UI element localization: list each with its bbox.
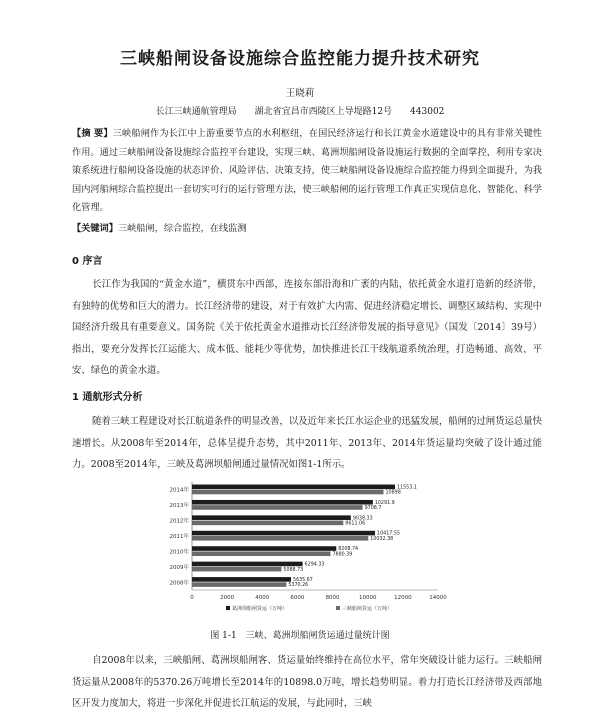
section1-paragraph bbox=[72, 411, 542, 476]
abstract-text: 三峡船闸作为长江中上游重要节点的水利枢纽，在国民经济运行和长江黄金水道建设中的具有非常关键性作用。通过三峡船闸设备设施综合监控平台建设，实现三峡、葛洲坝船闸设备设施运行数据的全面掌控，利用专家决策系统进行船闸设备设施的状态评价、风险评估、决策支持，使三峡船闸设备设施综合监控能力得到全面提升，为我国内河船闸综合监控提出一套切实可行的运行管理方法，使三峡船闸的运行管理工作真正实现信息化、智能化、科学化管理。 bbox=[72, 128, 543, 213]
x-tick-label-5: 10000 bbox=[358, 595, 377, 601]
bar-s1-6 bbox=[192, 582, 286, 587]
keywords-text: 三峡船闸，综合监控，在线监测 bbox=[117, 223, 247, 234]
data-label-s1-4: 7880.39 bbox=[332, 552, 353, 558]
data-label-s1-1: 9708.7 bbox=[364, 506, 382, 512]
section0-heading: 0 序言 bbox=[72, 256, 103, 267]
legend-swatch-1 bbox=[336, 606, 340, 610]
x-tick-label-4: 8000 bbox=[325, 595, 340, 601]
section1-paragraph-2 bbox=[72, 650, 542, 715]
abstract bbox=[72, 125, 542, 218]
data-label-s0-0: 11553.1 bbox=[397, 485, 417, 491]
section0-paragraph bbox=[72, 274, 542, 382]
data-label-s1-5: 5088.73 bbox=[283, 567, 304, 573]
bar-s0-3 bbox=[192, 531, 375, 536]
x-tick-label-2: 4000 bbox=[255, 595, 270, 601]
section1-text: 随着三峡工程建设对长江航道条件的明显改善，以及近年来长江水运企业的迅猛发展，船闸的过闸货运总量快速增长。从2008年至2014年，总体呈提升态势，其中2011年、2013年、2014年货运量均突破了设计通过能力。2008至2014年，三峡及葛洲坝船闸通过量情况如图1-1所示。 bbox=[72, 416, 543, 470]
x-tick-label-7: 14000 bbox=[429, 595, 447, 601]
x-tick-label-0: 0 bbox=[190, 595, 194, 601]
bar-s1-3 bbox=[192, 536, 368, 541]
data-label-s1-3: 10032.38 bbox=[370, 536, 394, 542]
y-tick-label-3: 2011年 bbox=[169, 534, 189, 540]
bar-s0-0 bbox=[192, 485, 395, 490]
bar-s0-5 bbox=[192, 562, 303, 567]
bar-s0-2 bbox=[192, 515, 351, 520]
y-tick-label-6: 2008年 bbox=[169, 580, 189, 587]
y-tick-label-0: 2014年 bbox=[169, 487, 189, 494]
author-affiliation: 长江三峡通航管理局 湖北省宜昌市西陵区上导堤路12号 443002 bbox=[155, 107, 445, 117]
x-tick-label-1: 2000 bbox=[220, 595, 235, 601]
abstract-label: 【摘 要】 bbox=[72, 128, 113, 139]
keywords bbox=[72, 220, 542, 238]
freight-bar-chart bbox=[156, 478, 456, 618]
data-label-s1-6: 5370.26 bbox=[288, 583, 309, 589]
section1-text-2: 自2008年以来，三峡船闸、葛洲坝船闸客、货运量始终维持在高位水平，常年突破设计能力运行。三峡船闸货运量从2008年的5370.26万吨增长至2014年的10898.0万吨，增长趋势明显。着力打造长江经济带及西部地区开发力度加大，将进一步深化并促进长江航运的发展，与此同时，三峡 bbox=[72, 655, 542, 709]
legend-swatch-0 bbox=[226, 606, 230, 610]
bar-s0-4 bbox=[192, 546, 336, 551]
legend-label-0: 葛洲坝船闸货运（万吨） bbox=[232, 606, 288, 612]
data-label-s0-5: 6294.33 bbox=[304, 562, 325, 568]
data-label-s0-3: 10417.55 bbox=[377, 531, 400, 537]
y-tick-label-4: 2010年 bbox=[169, 549, 189, 556]
bar-s1-4 bbox=[192, 551, 330, 556]
data-label-s0-2: 9038.33 bbox=[352, 516, 373, 522]
author-name: 王晓莉 bbox=[285, 88, 315, 99]
bar-s1-5 bbox=[192, 567, 281, 572]
section1-heading: 1 通航形式分析 bbox=[72, 392, 143, 403]
data-label-s1-2: 8611.06 bbox=[345, 521, 366, 527]
figure-caption: 图 1-1 三峡、葛洲坝船闸货运通过量统计图 bbox=[210, 631, 390, 641]
x-tick-label-3: 6000 bbox=[290, 595, 305, 601]
data-label-s0-6: 5635.67 bbox=[293, 577, 313, 583]
y-tick-label-2: 2012年 bbox=[169, 518, 189, 525]
bar-s1-1 bbox=[192, 505, 363, 510]
bar-s0-1 bbox=[192, 500, 373, 505]
legend-label-1: 三峡船闸货运（万吨） bbox=[342, 606, 393, 612]
y-tick-label-5: 2009年 bbox=[169, 564, 189, 571]
keywords-label: 【关键词】 bbox=[72, 223, 118, 234]
y-tick-label-1: 2013年 bbox=[169, 503, 189, 510]
data-label-s0-1: 10291.9 bbox=[374, 500, 395, 506]
paper-title: 三峡船闸设备设施综合监控能力提升技术研究 bbox=[120, 49, 480, 69]
data-label-s0-4: 8208.74 bbox=[338, 547, 359, 553]
bar-s0-6 bbox=[192, 577, 291, 582]
x-tick-label-6: 12000 bbox=[394, 595, 412, 601]
bar-s1-0 bbox=[192, 490, 383, 495]
data-label-s1-0: 10898 bbox=[385, 490, 401, 496]
section0-text: 长江作为我国的“黄金水道”，横贯东中西部，连接东部沿海和广袤的内陆，依托黄金水道打造新的经济带，有独特的优势和巨大的潜力。长江经济带的建设，对于有效扩大内需、促进经济稳定增长、调整区域结构、实现中国经济升级具有重要意义。国务院《关于依托黄金水道推动长江经济带发展的指导意见》（国发〔2014〕39号）指出，要充分发挥长江运能大、成本低、能耗少等优势，加快推进长江干线航道系统治理，打造畅通、高效、平安、绿色的黄金水道。 bbox=[72, 279, 542, 376]
bar-s1-2 bbox=[192, 521, 343, 526]
